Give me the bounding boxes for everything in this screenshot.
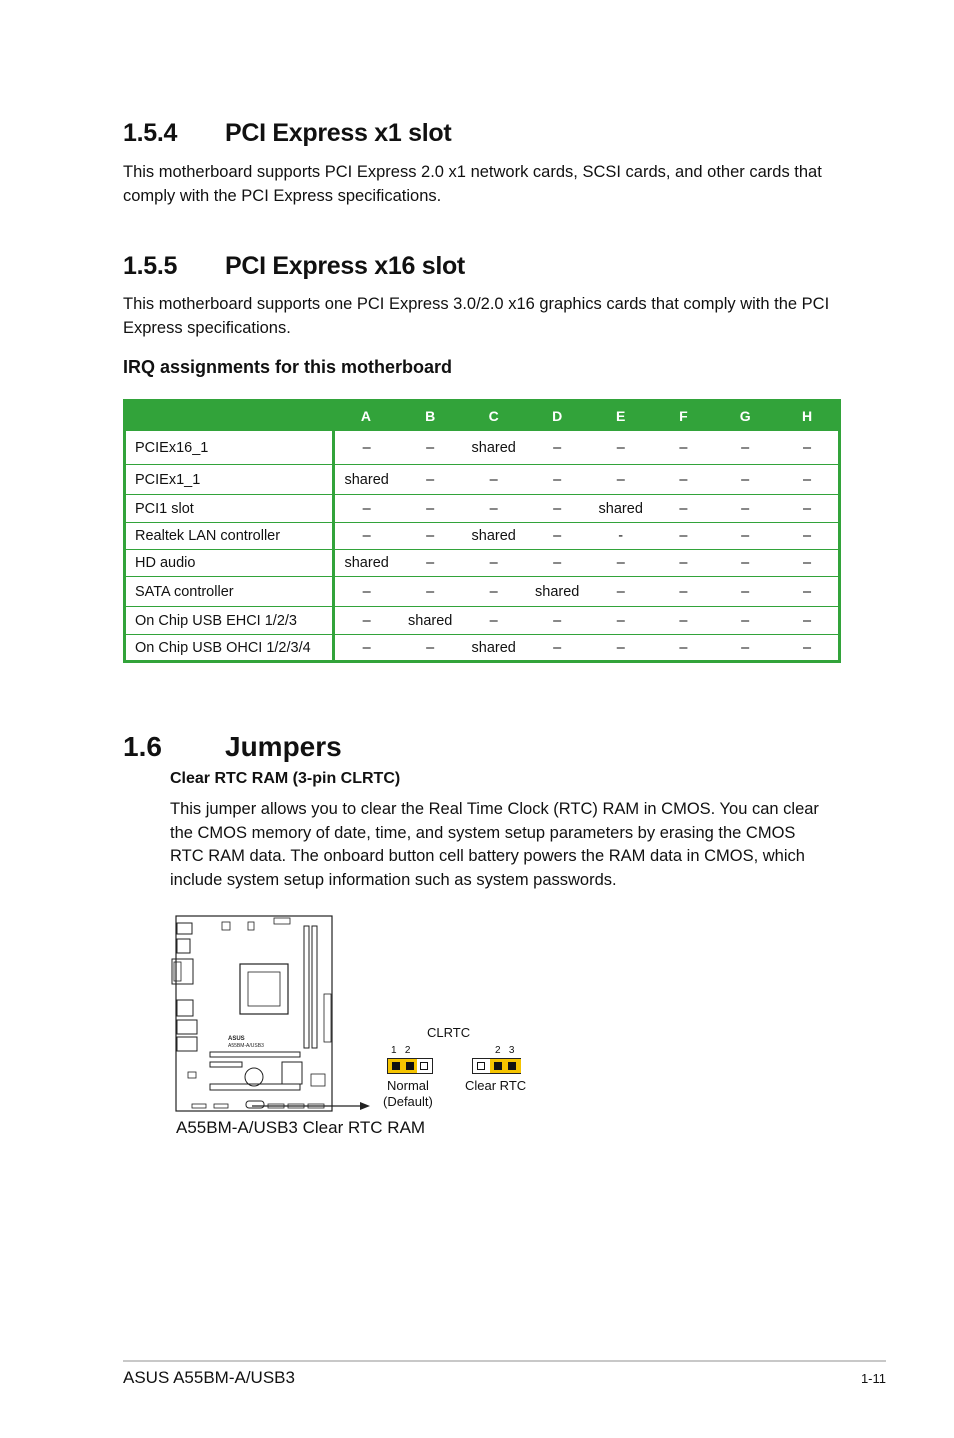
- irq-value-cell: –: [714, 635, 776, 662]
- board-logo: ASUS: [228, 1036, 245, 1042]
- irq-table-row: [125, 550, 840, 577]
- irq-value-cell: –: [776, 523, 839, 550]
- clear-rtc-label: Clear RTC: [465, 1078, 527, 1093]
- irq-value-cell: –: [714, 550, 776, 577]
- section-number: 1.6: [123, 731, 162, 762]
- irq-value-cell: shared: [398, 607, 462, 635]
- irq-value-cell: –: [398, 431, 462, 465]
- irq-header-col: F: [679, 408, 688, 424]
- jumper-pin: [406, 1062, 414, 1070]
- irq-value-cell: shared: [333, 465, 398, 495]
- irq-value-cell: –: [714, 607, 776, 635]
- irq-value-cell: shared: [589, 495, 653, 523]
- irq-value-cell: –: [398, 635, 462, 662]
- irq-value-cell: shared: [462, 431, 526, 465]
- irq-value-cell: –: [776, 465, 839, 495]
- irq-value-cell: –: [525, 607, 589, 635]
- irq-device-cell: HD audio: [125, 550, 334, 577]
- irq-table-row: [125, 577, 840, 607]
- irq-value-cell: shared: [525, 577, 589, 607]
- section-title: PCI Express x16 slot: [225, 252, 465, 280]
- irq-device-cell: On Chip USB OHCI 1/2/3/4: [125, 635, 334, 662]
- irq-value-cell: –: [714, 495, 776, 523]
- irq-value-cell: –: [525, 431, 589, 465]
- irq-value-cell: –: [333, 635, 398, 662]
- irq-value-cell: –: [333, 577, 398, 607]
- irq-value-cell: –: [776, 607, 839, 635]
- irq-value-cell: –: [652, 550, 714, 577]
- irq-value-cell: –: [462, 577, 526, 607]
- section-title: PCI Express x1 slot: [225, 119, 452, 147]
- irq-header-col: C: [488, 408, 499, 424]
- irq-value-cell: -: [589, 523, 653, 550]
- irq-value-cell: –: [714, 523, 776, 550]
- irq-value-cell: –: [652, 523, 714, 550]
- section-1-5-4-body: This motherboard supports PCI Express 2.0 x1 network cards, SCSI cards, and other cards that comply with the PCI Express specifications.: [123, 163, 822, 205]
- irq-value-cell: –: [652, 465, 714, 495]
- irq-value-cell: –: [652, 495, 714, 523]
- irq-table-header-row: [125, 401, 840, 431]
- irq-value-cell: –: [589, 431, 653, 465]
- irq-value-cell: –: [652, 577, 714, 607]
- irq-value-cell: –: [525, 495, 589, 523]
- irq-table-row: [125, 465, 840, 495]
- irq-header-col: E: [616, 408, 626, 424]
- footer-product: ASUS A55BM-A/USB3: [123, 1368, 295, 1387]
- irq-table-row: [125, 495, 840, 523]
- normal-pin-numbers: 1 2: [391, 1045, 411, 1056]
- normal-default-label: (Default): [383, 1094, 433, 1109]
- irq-value-cell: –: [652, 607, 714, 635]
- irq-value-cell: –: [525, 523, 589, 550]
- irq-table-row: [125, 607, 840, 635]
- section-number: 1.5.4: [123, 119, 178, 147]
- jumper-pin: [392, 1062, 400, 1070]
- irq-device-cell: PCIEx16_1: [125, 431, 334, 465]
- irq-value-cell: –: [462, 607, 526, 635]
- irq-value-cell: –: [776, 550, 839, 577]
- irq-value-cell: –: [525, 550, 589, 577]
- irq-value-cell: –: [398, 465, 462, 495]
- irq-value-cell: –: [333, 523, 398, 550]
- jumper-clear: [472, 1058, 521, 1074]
- irq-value-cell: –: [714, 431, 776, 465]
- irq-value-cell: –: [525, 465, 589, 495]
- irq-table-row: [125, 635, 840, 662]
- irq-value-cell: –: [714, 465, 776, 495]
- irq-value-cell: shared: [462, 635, 526, 662]
- irq-value-cell: –: [398, 495, 462, 523]
- irq-heading: IRQ assignments for this motherboard: [123, 357, 453, 377]
- figure-caption: A55BM-A/USB3 Clear RTC RAM: [176, 1118, 426, 1137]
- irq-device-cell: PCIEx1_1: [125, 465, 334, 495]
- irq-value-cell: –: [776, 495, 839, 523]
- jumper-normal: [387, 1058, 433, 1074]
- irq-value-cell: –: [398, 523, 462, 550]
- irq-value-cell: –: [589, 577, 653, 607]
- irq-device-cell: PCI1 slot: [125, 495, 334, 523]
- irq-value-cell: shared: [462, 523, 526, 550]
- irq-device-cell: SATA controller: [125, 577, 334, 607]
- irq-value-cell: –: [333, 607, 398, 635]
- irq-value-cell: –: [398, 550, 462, 577]
- irq-value-cell: –: [333, 495, 398, 523]
- board-model: A55BM-A/USB3: [228, 1043, 264, 1049]
- irq-value-cell: –: [398, 577, 462, 607]
- irq-value-cell: –: [652, 431, 714, 465]
- irq-value-cell: –: [776, 431, 839, 465]
- irq-device-cell: Realtek LAN controller: [125, 523, 334, 550]
- motherboard-diagram: [170, 912, 370, 1117]
- irq-header-col: H: [802, 408, 813, 424]
- irq-header-col: D: [552, 408, 563, 424]
- clrtc-label: CLRTC: [427, 1025, 471, 1040]
- section-number: 1.5.5: [123, 252, 178, 280]
- jumper-pin: [477, 1062, 485, 1070]
- motherboard-figure: [170, 912, 570, 1152]
- irq-value-cell: –: [589, 607, 653, 635]
- jumper-pin: [420, 1062, 428, 1070]
- section-title: Jumpers: [225, 731, 342, 762]
- irq-table-row: [125, 431, 840, 465]
- irq-value-cell: –: [462, 465, 526, 495]
- normal-label: Normal: [387, 1078, 429, 1093]
- irq-value-cell: –: [776, 577, 839, 607]
- irq-value-cell: –: [589, 465, 653, 495]
- irq-value-cell: –: [776, 635, 839, 662]
- irq-value-cell: –: [462, 550, 526, 577]
- irq-value-cell: –: [589, 550, 653, 577]
- section-1-5-5-body: This motherboard supports one PCI Express 3.0/2.0 x16 graphics cards that comply with the PCI Express specifications.: [123, 295, 830, 337]
- irq-value-cell: shared: [333, 550, 398, 577]
- irq-header-col: G: [739, 408, 751, 424]
- jumper-pin: [494, 1062, 502, 1070]
- irq-header-device: [125, 401, 334, 431]
- irq-value-cell: –: [333, 431, 398, 465]
- irq-header-col: A: [360, 408, 371, 424]
- irq-value-cell: –: [525, 635, 589, 662]
- jumper-pin: [508, 1062, 516, 1070]
- irq-table: [123, 399, 841, 663]
- jumpers-body: This jumper allows you to clear the Real Time Clock (RTC) RAM in CMOS. You can clear the CMOS memory of date, time, and system setup parameters by erasing the CMOS RTC RAM data. The onboard button cell battery powers the RAM data in CMOS, which include system setup information such as system passwords.: [170, 800, 819, 889]
- irq-table-row: [125, 523, 840, 550]
- irq-value-cell: –: [462, 495, 526, 523]
- irq-device-cell: On Chip USB EHCI 1/2/3: [125, 607, 334, 635]
- footer-divider: [123, 1360, 886, 1362]
- irq-value-cell: –: [652, 635, 714, 662]
- footer-page-number: 1-11: [860, 1371, 886, 1386]
- irq-value-cell: –: [714, 577, 776, 607]
- irq-header-col: B: [425, 408, 436, 424]
- clear-pin-numbers: 2 3: [495, 1045, 515, 1056]
- irq-value-cell: –: [589, 635, 653, 662]
- clrtc-subheading: Clear RTC RAM (3-pin CLRTC): [170, 770, 401, 787]
